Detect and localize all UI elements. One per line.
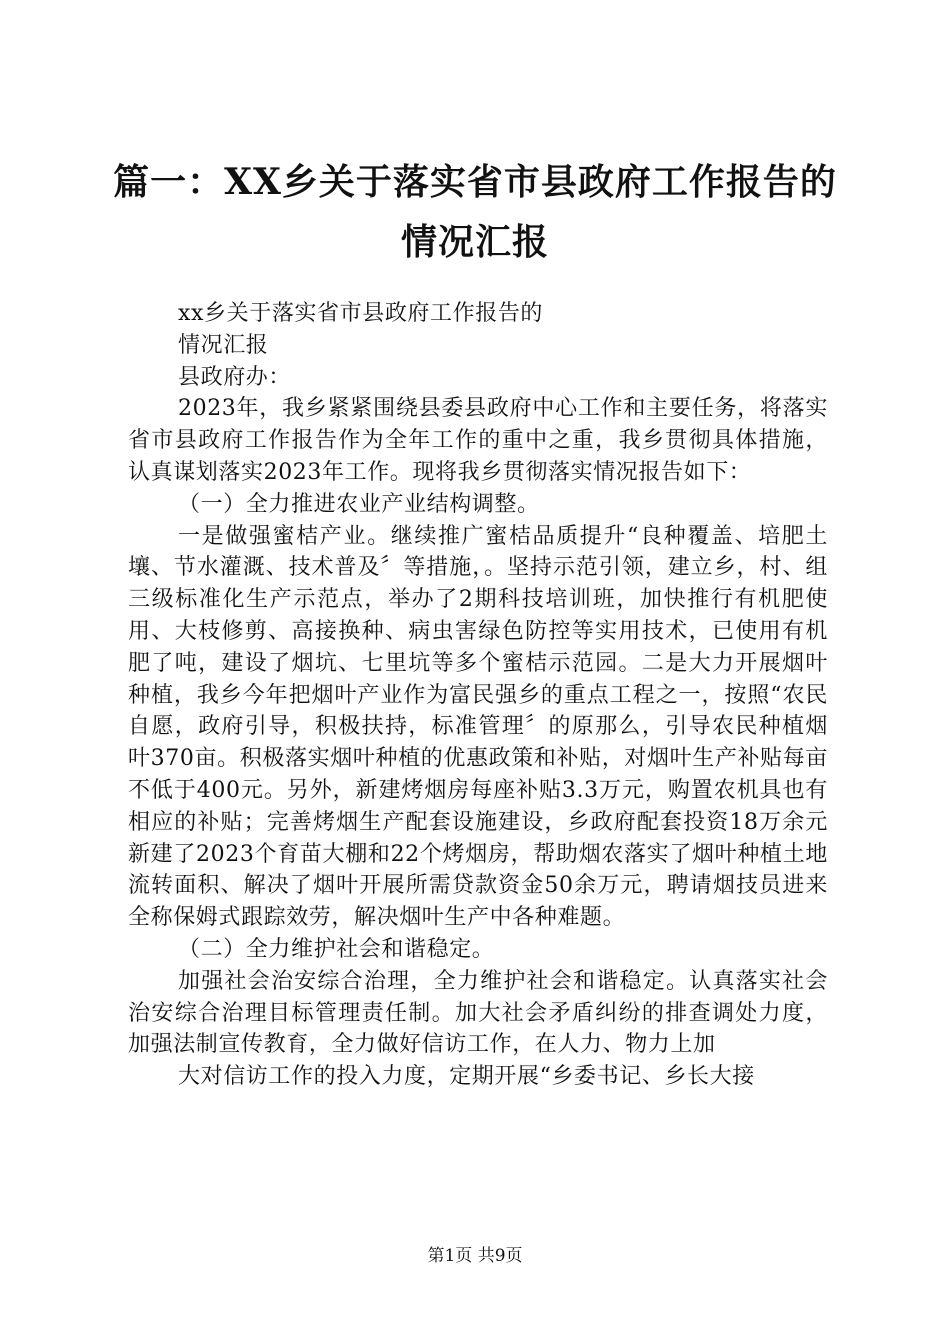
section-heading-2: （二）全力维护社会和谐稳定。 xyxy=(178,936,495,962)
subtitle-line-1: xx乡关于落实省市县政府工作报告的 xyxy=(178,301,544,326)
paragraph-petition: 大对信访工作的投入力度，定期开展“乡委书记、乡长大接 xyxy=(178,1064,755,1090)
addressee: 县政府办： xyxy=(178,364,292,390)
paragraph-intro: 2023年，我乡紧紧围绕县委县政府中心工作和主要任务，将落实省市县政府工作报告作为全年工作的重中之重，我乡贯彻具体措施，认真谋划落实2023年工作。现将我乡贯彻落实情况报告如下： xyxy=(128,396,828,485)
document-body xyxy=(128,298,828,1093)
paragraph-stability: 加强社会治安综合治理，全力维护社会和谐稳定。认真落实社会治安综合治理目标管理责任制。加大社会矛盾纠纷的排查调处力度，加强法制宣传教育，全力做好信访工作，在人力、物力上加 xyxy=(128,968,828,1058)
document-title-line-1: 篇一：XX乡关于落实省市县政府工作报告的 xyxy=(113,161,837,203)
page-number: 第1页 共9页 xyxy=(427,1246,523,1266)
document-title-line-2: 情况汇报 xyxy=(400,221,549,263)
paragraph-agriculture: 一是做强蜜桔产业。继续推广蜜桔品质提升“良种覆盖、培肥土壤、节水灌溉、技术普及〞等措施，。坚持示范引领，建立乡，村、组三级标准化生产示范点，举办了2期科技培训班，加快推行有机肥使用、大枝修剪、高接换种、病虫害绿色防控等实用技术，已使用有机肥了吨，建设了烟坑、七里坑等多个蜜桔示范园。二是大力开展烟叶种植，我乡今年把烟叶产业作为富民强乡的重点工程之一，按照“农民自愿，政府引导，积极扶持，标准管理〞的原那么，引导农民种植烟叶370亩。积极落实烟叶种植的优惠政策和补贴，对烟叶生产补贴每亩不低于400元。另外，新建烤烟房每座补贴3.3万元，购置农机具也有相应的补贴；完善烤烟生产配套设施建设，乡政府配套投资18万余元新建了2023个育苗大棚和22个烤烟房，帮助烟农落实了烟叶种植土地流转面积、解决了烟叶开展所需贷款资金50余万元，聘请烟技员进来全称保姆式跟踪效劳，解决烟叶生产中各种难题。 xyxy=(128,523,828,931)
section-heading-1: （一）全力推进农业产业结构调整。 xyxy=(178,491,540,517)
subtitle-line-2: 情况汇报 xyxy=(178,332,269,358)
